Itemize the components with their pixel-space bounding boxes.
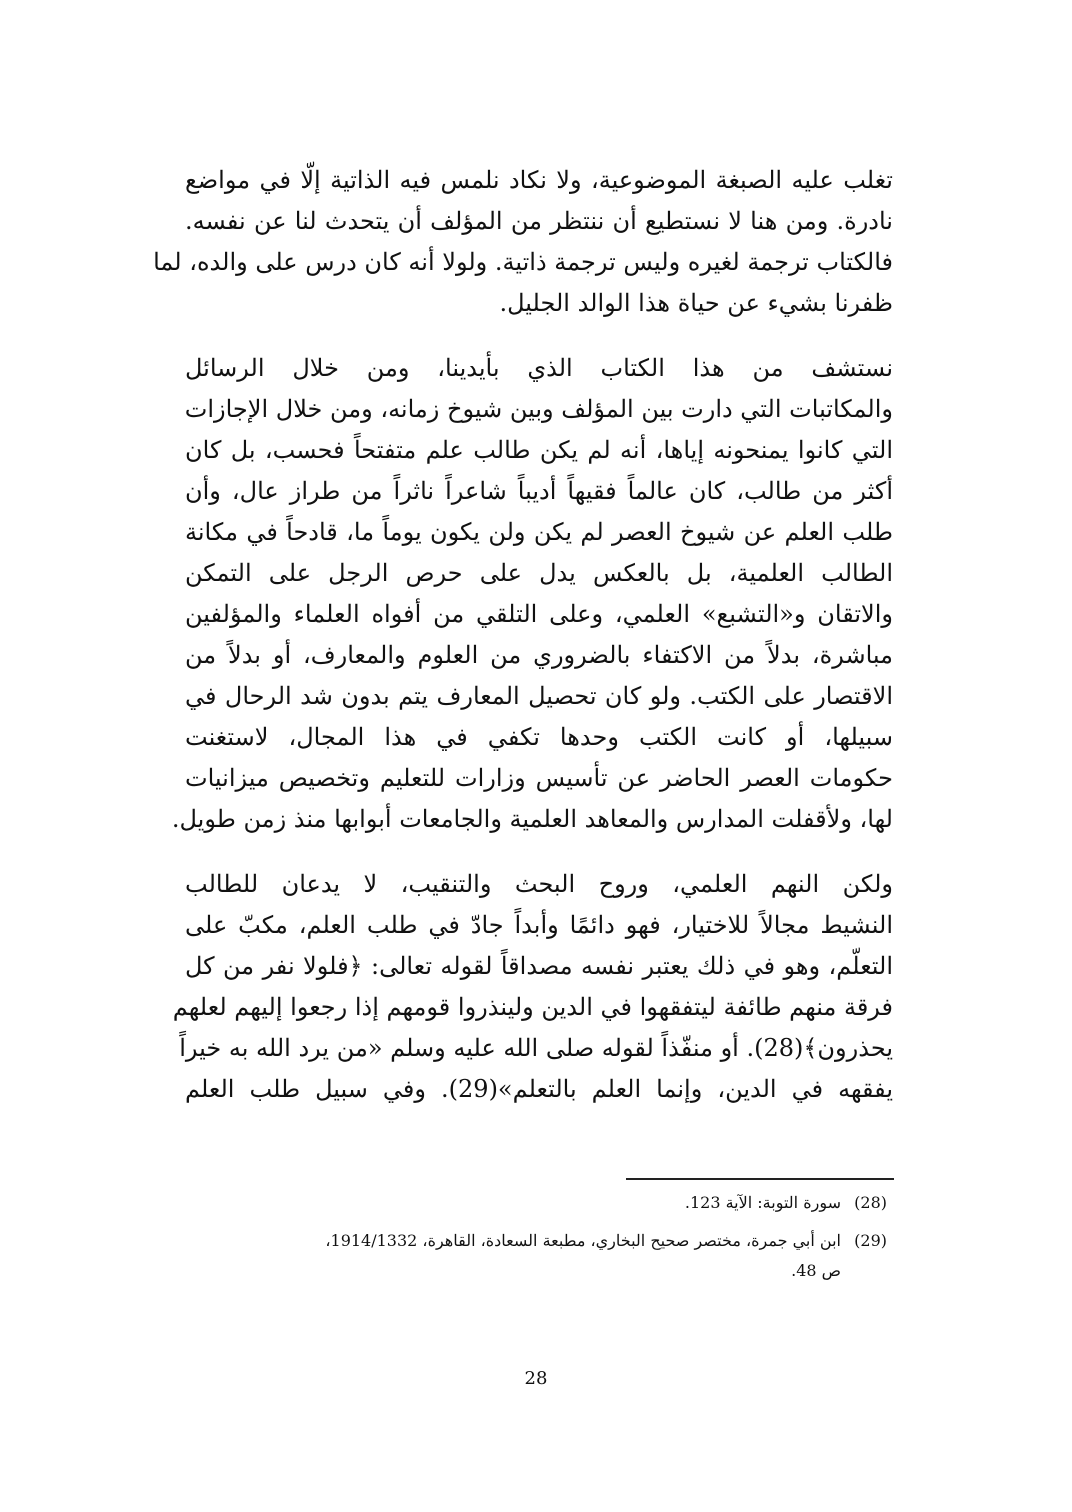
footnote — [185, 1188, 893, 1218]
text-line: والمكاتبات التي دارت بين المؤلف وبين شيوخ زمانه، ومن خلال الإجازات — [184, 395, 893, 423]
text-line: التعلّم، وهو في ذلك يعتبر نفسه مصداقاً لقوله تعالى: ﴿فلولا نفر من كل — [185, 952, 893, 980]
footnote-text — [185, 1226, 841, 1286]
text-line: نادرة. ومن هنا لا نستطيع أن ننتظر من المؤلف أن يتحدث لنا عن نفسه. — [185, 207, 893, 235]
text-line: الطالب العلمية، بل بالعكس يدل على حرص الرجل على التمكن — [185, 559, 893, 587]
footnote-number: (29) — [854, 1231, 887, 1250]
footnotes — [185, 1188, 893, 1294]
text-line: يحذرون﴾(28). أو منفّذاً لقوله صلى الله عليه وسلم «من يرد الله به خيراً — [179, 1034, 893, 1062]
text-line: سبيلها، أو كانت الكتب وحدها تكفي في هذا المجال، لاستغنت — [185, 723, 893, 751]
body-text — [153, 160, 894, 1110]
text-line: فالكتاب ترجمة لغيره وليس ترجمة ذاتية. ولولا أنه كان درس على والده، لما — [153, 248, 893, 276]
text-line: التي كانوا يمنحونه إياها، أنه لم يكن طالب علم متفتحاً فحسب، بل كان — [185, 436, 893, 464]
footnote-number: (28) — [854, 1193, 887, 1212]
paragraph — [172, 864, 894, 1110]
text-line: مباشرة، بدلاً من الاكتفاء بالضروري من العلوم والمعارف، أو بدلاً من — [185, 641, 893, 669]
footnote-text-line: ابن أبي جمرة، مختصر صحيح البخاري، مطبعة السعادة، القاهرة، 1914/1332، — [325, 1231, 841, 1250]
footnote — [185, 1226, 893, 1286]
text-line: طلب العلم عن شيوخ العصر لم يكن ولن يكون يوماً ما، قادحاً في مكانة — [185, 518, 893, 546]
footnote-separator — [626, 1178, 894, 1180]
text-line: تغلب عليه الصبغة الموضوعية، ولا نكاد نلمس فيه الذاتية إلّا في مواضع — [185, 166, 893, 194]
text-line: يفقهه في الدين، وإنما العلم بالتعلم»(29). وفي سبيل طلب العلم — [185, 1075, 894, 1103]
paragraph — [171, 348, 893, 840]
text-line: فرقة منهم طائفة ليتفقهوا في الدين ولينذروا قومهم إذا رجعوا إليهم لعلهم — [172, 993, 893, 1021]
page-number: 28 — [524, 1368, 548, 1389]
footnote-text: سورة التوبة: الآية 123. — [684, 1193, 841, 1212]
text-line: ولكن النهم العلمي، وروح البحث والتنقيب، لا يدعان للطالب — [185, 870, 893, 898]
footnote-text-continuation: ص 48. — [791, 1261, 841, 1280]
text-line: نستشف من هذا الكتاب الذي بأيدينا، ومن خلال الرسائل — [185, 354, 893, 382]
text-line: النشيط مجالاً للاختيار، فهو دائمًا وأبداً جادّ في طلب العلم، مكبّ على — [185, 911, 893, 939]
text-line: لها، ولأقفلت المدارس والمعاهد العلمية والجامعات أبوابها منذ زمن طويل. — [171, 805, 893, 833]
paragraph — [153, 160, 893, 324]
text-line: الاقتصار على الكتب. ولو كان تحصيل المعارف يتم بدون شد الرحال في — [185, 682, 893, 710]
text-line: حكومات العصر الحاضر عن تأسيس وزارات للتعليم وتخصيص ميزانيات — [185, 764, 893, 792]
text-line: والاتقان و«التشبع» العلمي، وعلى التلقي من أفواه العلماء والمؤلفين — [185, 600, 893, 628]
text-line: ظفرنا بشيء عن حياة هذا الوالد الجليل. — [499, 289, 893, 317]
text-line: أكثر من طالب، كان عالماً فقيهاً أديباً شاعراً ناثراً من طراز عال، وأن — [185, 477, 893, 505]
